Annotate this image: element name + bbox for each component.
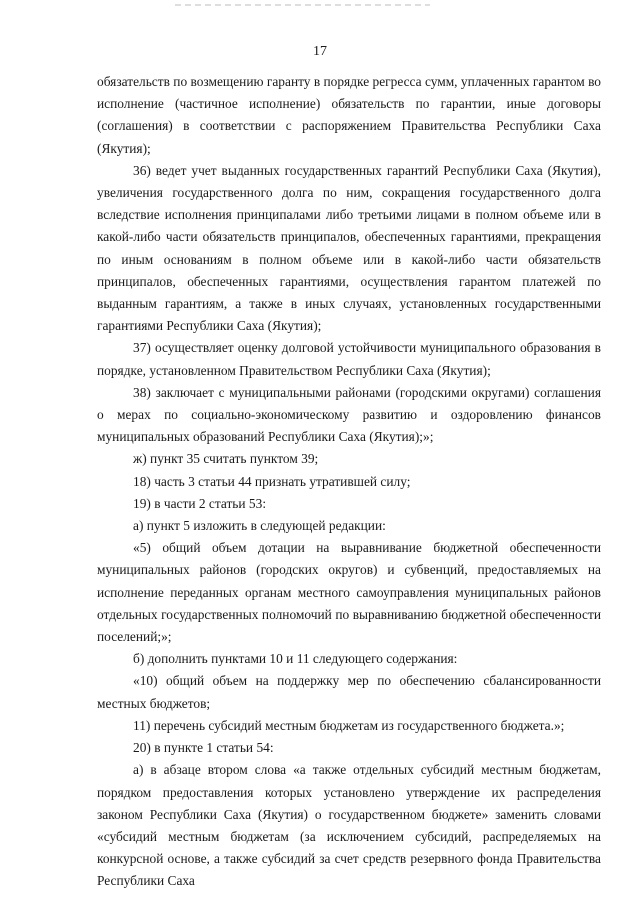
paragraph: 19) в части 2 статьи 53: xyxy=(133,495,267,511)
paragraph: 37) осуществляет оценку долговой устойчивости муниципального образования в порядке, установленном Правительством Республики Саха (Якутия); xyxy=(97,340,601,378)
paragraph: «10) общий объем на поддержку мер по обеспечению сбалансированности местных бюджетов; xyxy=(97,673,601,711)
paragraph: ж) пункт 35 считать пунктом 39; xyxy=(133,451,319,467)
paragraph: а) пункт 5 изложить в следующей редакции: xyxy=(133,518,386,534)
paragraph: 18) часть 3 статьи 44 признать утратившей силу; xyxy=(133,473,411,489)
scan-artifact xyxy=(175,4,430,6)
paragraph: б) дополнить пунктами 10 и 11 следующего содержания: xyxy=(133,651,458,667)
paragraph: 38) заключает с муниципальными районами (городскими округами) соглашения о мерах по социально-экономическому развитию и оздоровлению финансов муниципальных образований Республики Саха (Якутия);»; xyxy=(97,384,601,445)
paragraph: 11) перечень субсидий местным бюджетам из государственного бюджета.»; xyxy=(133,717,565,733)
document-body xyxy=(97,71,601,893)
paragraph: «5) общий объем дотации на выравнивание бюджетной обеспеченности муниципальных районов (городских округов) и субвенций, предоставляемых на исполнение переданных органам местного самоуправления муниципальных районов отдельных государственных полномочий по выравниванию бюджетной обеспеченности поселений;»; xyxy=(97,540,601,645)
paragraph: 36) ведет учет выданных государственных гарантий Республики Саха (Якутия), увеличения государственного долга по ним, сокращения государственного долга вследствие исполнения принципалами либо третьими лицами в полном объеме или в какой-либо части обязательств принципалов, обеспеченных гарантиями, прекращения по иным основаниям в полном объеме или в какой-либо части обязательств принципалов, обеспеченных гарантиями, осуществления гарантом платежей по выданным гарантиям, а также в иных случаях, установленных государственными гарантиями Республики Саха (Якутия); xyxy=(97,162,601,334)
page-number: 17 xyxy=(313,44,327,59)
paragraph: обязательств по возмещению гаранту в порядке регресса сумм, уплаченных гарантом во исполнение (частичное исполнение) обязательств по гарантии, иные договоры (соглашения) в соответствии с распоряжением Правительства Республики Саха (Якутия); xyxy=(97,74,601,156)
paragraph: 20) в пункте 1 статьи 54: xyxy=(133,740,274,756)
paragraph: а) в абзаце втором слова «а также отдельных субсидий местным бюджетам, порядком предоставления которых установлено утверждение их распределения законом Республики Саха (Якутия) о государственном бюджете» заменить словами «субсидий местным бюджетам (за исключением субсидий, распределяемых на конкурсной основе, а также субсидий за счет средств резервного фонда Правительства Республики Саха xyxy=(97,762,601,889)
